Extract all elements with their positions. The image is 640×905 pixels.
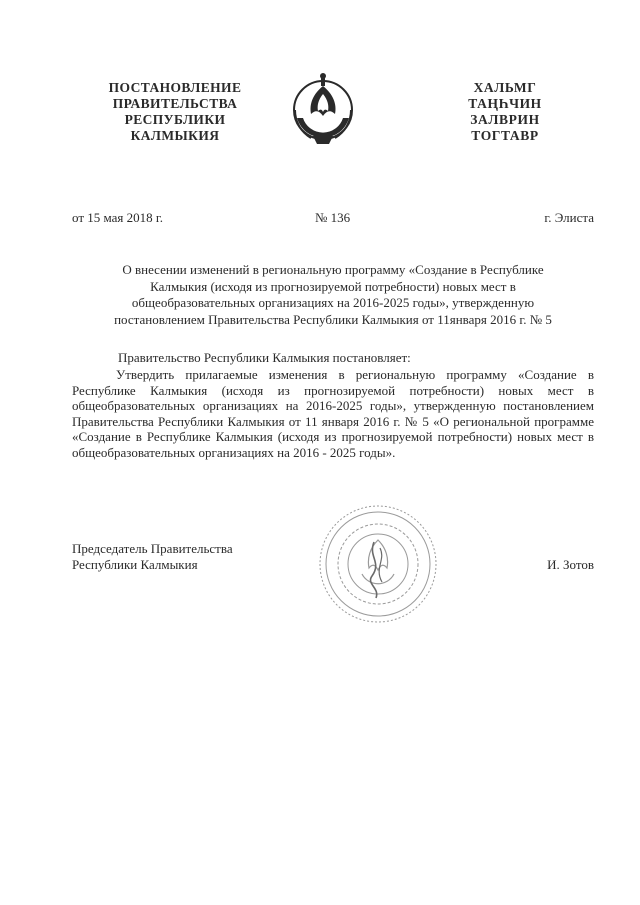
header-left-line: КАЛМЫКИЯ <box>130 128 220 143</box>
header-left-line: ПОСТАНОВЛЕНИЕ <box>108 80 242 95</box>
signatory-position-line: Председатель Правительства <box>72 541 233 556</box>
header-right-line: ХАЛЬМГ <box>473 80 537 95</box>
header-right-line: ТАҢҺЧИН <box>468 96 542 111</box>
title-line: общеобразовательных организациях на 2016-2025 годы», утвержденную <box>131 295 535 310</box>
resolution-paragraph: Утвердить прилагаемые изменения в региональную программу «Создание в Республике Калмыкия (исходя из прогнозируемой потребности) новых мест в общеобразовательных организациях на 2016-2025 годы», утвержденную постановлением Правительства Республики Калмыкия от 11 января 2016 г. № 5 «О региональной программе «Создание в Республике Калмыкия (исходя из прогнозируемой потребности) новых мест в общеобразовательных организациях на 2016 - 2025 годы». <box>72 367 594 460</box>
header-left-title <box>80 80 270 144</box>
title-line: О внесении изменений в региональную программу «Создание в Республике <box>122 262 544 277</box>
header-left-line: РЕСПУБЛИКИ <box>124 112 226 127</box>
document-date: от 15 мая 2018 г. <box>72 210 164 225</box>
header-right-title <box>450 80 560 144</box>
signatory-position <box>72 541 233 573</box>
document-number: № 136 <box>315 210 351 225</box>
resolution-lead: Правительство Республики Калмыкия постановляет: <box>118 350 411 365</box>
header-right-line: ТОГТАВР <box>471 128 539 143</box>
signatory-name: И. Зотов <box>547 557 594 572</box>
date-line <box>72 210 594 228</box>
title-line: постановлением Правительства Республики Калмыкия от 11января 2016 г. № 5 <box>114 311 552 327</box>
header-left-line: ПРАВИТЕЛЬСТВА <box>112 96 238 111</box>
document-title <box>72 262 594 328</box>
document-place: г. Элиста <box>544 210 594 225</box>
kalmykia-emblem-icon <box>291 70 355 146</box>
official-seal-icon <box>316 502 440 626</box>
signatory-position-line: Республики Калмыкия <box>72 557 198 572</box>
header-right-line: ЗАЛВРИН <box>470 112 540 127</box>
title-line: Калмыкия (исходя из прогнозируемой потребности) новых мест в <box>150 278 516 294</box>
